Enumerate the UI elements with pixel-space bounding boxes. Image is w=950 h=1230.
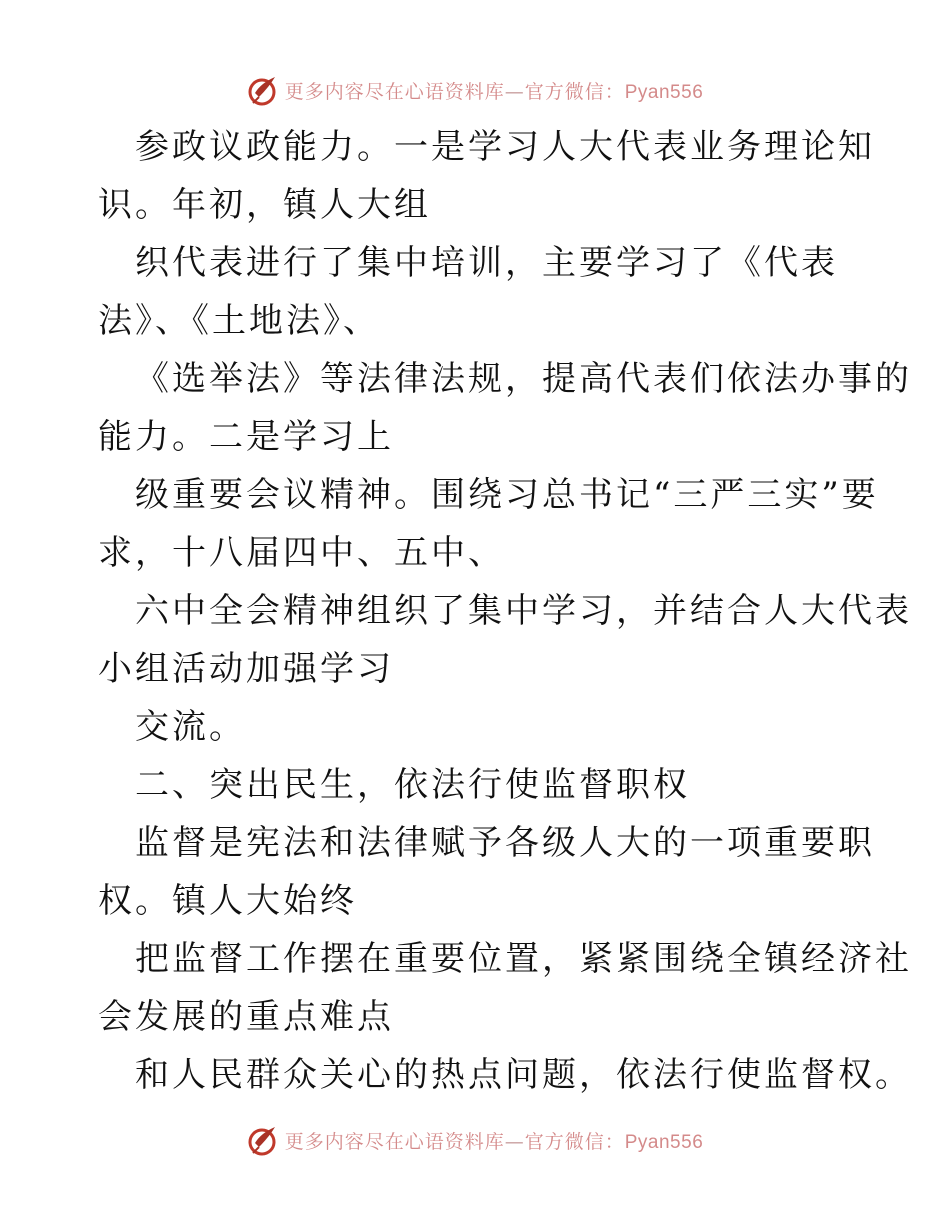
section-heading: 二、突出民生，依法行使监督职权 [135,765,690,805]
text-line: 法》、《土地法》、 [98,301,380,341]
quill-logo-icon [247,1123,281,1157]
text-line: 织代表进行了集中培训，主要学习了《代表 [135,243,838,283]
text-line: 识。年初，镇人大组 [98,185,431,225]
watermark-text [285,1127,704,1154]
text-line: 监督是宪法和法律赋予各级人大的一项重要职 [135,823,875,863]
text-line: 把监督工作摆在重要位置，紧紧围绕全镇经济社 [135,939,912,979]
text-line: 会发展的重点难点 [98,997,394,1037]
text-line: 参政议政能力。一是学习人大代表业务理论知 [135,127,875,167]
watermark-wechat-id: Pyan556 [624,81,704,103]
text-line: 《选举法》等法律法规，提高代表们依法办事的 [135,359,912,399]
watermark-suffix: 官方微信： [524,1130,625,1153]
watermark-dash: — [504,1130,525,1153]
text-line: 和人民群众关心的热点问题，依法行使监督权。 [135,1055,912,1095]
text-line: 小组活动加强学习 [98,649,394,689]
text-line: 权。镇人大始终 [98,881,357,921]
footer-watermark [0,1120,950,1160]
watermark-wechat-id: Pyan556 [624,1131,704,1153]
watermark-brand: 更多内容尽在心语资料库 [284,80,505,103]
text-line: 交流。 [135,707,246,747]
text-line: 求，十八届四中、五中、 [98,533,505,573]
text-line: 级重要会议精神。围绕习总书记“三严三实”要 [135,475,879,515]
text-line: 六中全会精神组织了集中学习，并结合人大代表 [135,591,912,631]
watermark-suffix: 官方微信： [524,80,625,103]
watermark-brand: 更多内容尽在心语资料库 [284,1130,505,1153]
text-line: 能力。二是学习上 [98,417,394,457]
watermark-dash: — [504,80,525,103]
